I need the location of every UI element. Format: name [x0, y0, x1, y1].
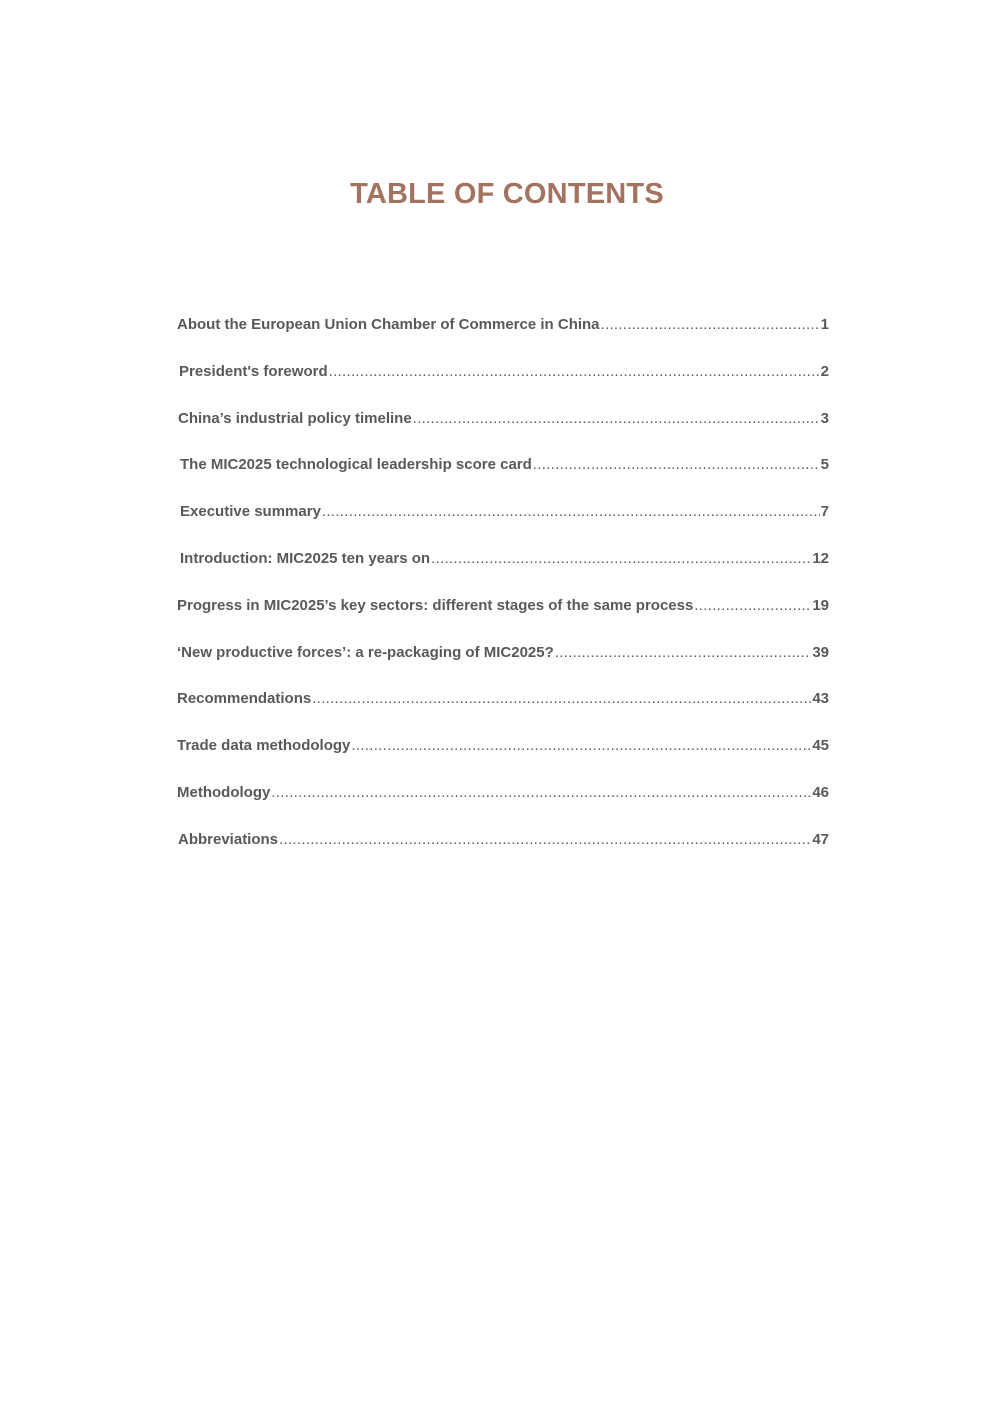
- dot-leader: [312, 690, 811, 707]
- toc-entry-label: Recommendations: [177, 690, 312, 708]
- dot-leader: [533, 456, 820, 473]
- dot-leader: [279, 831, 811, 848]
- toc-entry-page-number: 1: [820, 316, 829, 333]
- toc-entry-key-sectors-progress[interactable]: [177, 597, 829, 644]
- toc-entry-page-number: 2: [820, 362, 829, 380]
- toc-entry-label: Trade data methodology: [177, 737, 351, 755]
- toc-entry-methodology[interactable]: [177, 784, 829, 831]
- dot-leader: [694, 597, 811, 614]
- toc-entry-label: Executive summary: [180, 503, 321, 521]
- toc-entry-page-number: 19: [812, 596, 829, 614]
- toc-entry-presidents-foreword[interactable]: [177, 363, 829, 410]
- toc-entry-introduction[interactable]: [177, 550, 829, 597]
- toc-entry-page-number: 5: [820, 456, 829, 474]
- dot-leader: [351, 737, 811, 754]
- dot-leader: [413, 410, 820, 427]
- toc-entry-label: China’s industrial policy timeline: [178, 409, 412, 427]
- toc-entry-label: Abbreviations: [178, 830, 279, 848]
- toc-entry-industrial-policy-timeline[interactable]: [177, 410, 829, 457]
- toc-entry-page-number: 39: [812, 643, 829, 661]
- dot-leader: [555, 644, 812, 661]
- toc-entry-label: Methodology: [177, 783, 271, 801]
- toc-entry-label: President's foreword: [179, 362, 328, 380]
- toc-entry-page-number: 47: [812, 830, 829, 848]
- toc-list: [177, 316, 829, 878]
- toc-entry-abbreviations[interactable]: [177, 831, 829, 878]
- toc-entry-about-chamber[interactable]: [177, 316, 829, 363]
- page-title: TABLE OF CONTENTS: [350, 178, 664, 210]
- toc-entry-label: Progress in MIC2025’s key sectors: different stages of the same process: [177, 596, 694, 614]
- dot-leader: [601, 316, 820, 333]
- toc-entry-label: The MIC2025 technological leadership score card: [180, 456, 532, 474]
- toc-entry-label: ‘New productive forces’: a re-packaging of MIC2025?: [177, 643, 554, 661]
- toc-entry-page-number: 45: [812, 737, 829, 755]
- toc-entry-new-productive-forces[interactable]: [177, 644, 829, 691]
- toc-entry-trade-data-methodology[interactable]: [177, 737, 829, 784]
- toc-entry-page-number: 46: [812, 783, 829, 801]
- dot-leader: [431, 550, 811, 567]
- dot-leader: [322, 503, 820, 520]
- toc-entry-label: Introduction: MIC2025 ten years on: [180, 549, 431, 567]
- toc-entry-recommendations[interactable]: [177, 690, 829, 737]
- dot-leader: [329, 363, 820, 380]
- toc-entry-page-number: 7: [820, 503, 829, 521]
- toc-entry-page-number: 12: [812, 549, 829, 567]
- toc-entry-label: About the European Union Chamber of Commerce in China: [177, 316, 600, 333]
- toc-entry-score-card[interactable]: [177, 456, 829, 503]
- dot-leader: [271, 784, 811, 801]
- toc-entry-page-number: 3: [820, 409, 829, 427]
- toc-entry-page-number: 43: [812, 690, 829, 708]
- toc-entry-executive-summary[interactable]: [177, 503, 829, 550]
